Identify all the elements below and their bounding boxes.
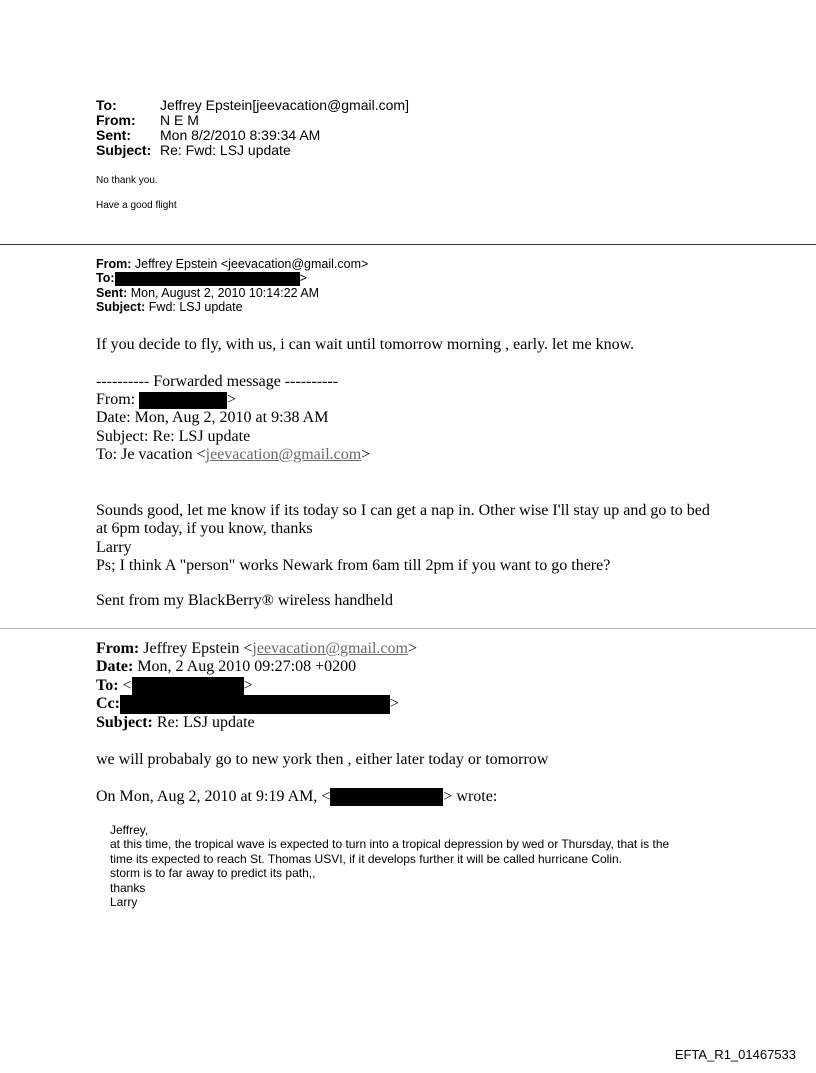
email3-date-row	[96, 657, 356, 676]
email1-from-row	[96, 112, 199, 128]
email2-subject-row	[96, 300, 243, 314]
email3-to-row	[96, 676, 253, 695]
forwarded-date: Date: Mon, Aug 2, 2010 at 9:38 AM	[96, 409, 329, 426]
email3-cc-row	[96, 694, 399, 714]
email3-subject-row	[96, 713, 255, 732]
sent-value: Mon, August 2, 2010 10:14:22 AM	[130, 286, 320, 300]
redaction-block	[115, 272, 300, 286]
date-label: Date:	[96, 658, 134, 675]
email-link[interactable]: jeevacation@gmail.com	[205, 446, 362, 463]
subject-value: Fwd: LSJ update	[148, 300, 243, 314]
redaction-block	[139, 392, 227, 409]
from-value: N E M	[160, 112, 199, 128]
to-prefix: <	[122, 677, 132, 694]
redaction-block	[132, 677, 244, 695]
to-label: To:	[96, 677, 119, 694]
email1-subject-row	[96, 142, 291, 158]
cc-label: Cc:	[96, 695, 120, 712]
email2-to-row	[96, 271, 307, 286]
from-prefix: Jeffrey Epstein <	[143, 640, 253, 657]
forwarded-to-row	[96, 445, 370, 464]
email2-body: If you decide to fly, with us, i can wait until tomorrow morning , early. let me know.	[96, 336, 635, 353]
email-link[interactable]: jeevacation@gmail.com	[252, 640, 408, 657]
from-value: Jeffrey Epstein <jeevacation@gmail.com>	[134, 257, 369, 271]
quoted-line5: thanks	[110, 881, 146, 895]
email1-body-line1: No thank you.	[96, 175, 158, 186]
forwarded-body-line1: Sounds good, let me know if its today so I can get a nap in. Other wise I'll stay up and go to bed	[96, 502, 710, 519]
to-suffix: >	[243, 677, 253, 694]
to-suffix: >	[299, 271, 307, 285]
email1-body-line2: Have a good flight	[96, 200, 177, 211]
sent-label: Sent:	[96, 286, 128, 300]
sent-label: Sent:	[96, 127, 131, 143]
redaction-block	[330, 788, 443, 806]
from-label: From:	[96, 391, 136, 408]
to-prefix: To: Je vacation <	[96, 446, 206, 463]
divider-2	[0, 628, 816, 629]
email3-from-row	[96, 639, 417, 658]
from-label: From:	[96, 640, 140, 657]
from-suffix: >	[407, 640, 417, 657]
subject-value: Re: Fwd: LSJ update	[160, 142, 291, 158]
sent-value: Mon 8/2/2010 8:39:34 AM	[160, 127, 321, 143]
forwarded-separator: ---------- Forwarded message ----------	[96, 373, 339, 390]
forwarded-body-line4: Ps; I think A "person" works Newark from 6am till 2pm if you want to go there?	[96, 557, 611, 574]
email1-sent-row	[96, 127, 320, 143]
document-id: EFTA_R1_01467533	[674, 1047, 796, 1062]
to-value: Jeffrey Epstein[jeevacation@gmail.com]	[160, 97, 409, 113]
email3-body: we will probabaly go to new york then , either later today or tomorrow	[96, 751, 549, 768]
email2-from-row	[96, 257, 368, 271]
to-label: To:	[96, 271, 115, 285]
subject-label: Subject:	[96, 714, 153, 731]
forwarded-body-line3: Larry	[96, 539, 132, 556]
cc-suffix: >	[389, 695, 400, 712]
from-label: From:	[96, 112, 136, 128]
date-value: Mon, 2 Aug 2010 09:27:08 +0200	[137, 658, 357, 675]
forwarded-from-row	[96, 390, 236, 409]
from-suffix: >	[227, 391, 237, 408]
quote-intro-suffix: > wrote:	[443, 788, 498, 805]
email2-sent-row	[96, 286, 319, 300]
redaction-block	[120, 695, 390, 714]
to-suffix: >	[361, 446, 371, 463]
quoted-line1: Jeffrey,	[110, 823, 149, 837]
to-label: To:	[96, 97, 117, 113]
quoted-line3: time its expected to reach St. Thomas USVI, if it develops further it will be called hurricane Colin.	[110, 852, 623, 866]
subject-label: Subject:	[96, 300, 146, 314]
quote-intro-prefix: On Mon, Aug 2, 2010 at 9:19 AM, <	[96, 788, 331, 805]
forwarded-signature: Sent from my BlackBerry® wireless handheld	[96, 592, 393, 609]
subject-label: Subject:	[96, 142, 152, 158]
from-label: From:	[96, 257, 132, 271]
quote-intro	[96, 787, 497, 806]
subject-value: Re: LSJ update	[156, 714, 255, 731]
quoted-line2: at this time, the tropical wave is expected to turn into a tropical depression by wed or Thursday, that is the	[110, 837, 670, 851]
forwarded-body-line2: at 6pm today, if you know, thanks	[96, 520, 313, 537]
forwarded-subject: Subject: Re: LSJ update	[96, 428, 251, 445]
quoted-line4: storm is to far away to predict its path,,	[110, 866, 316, 880]
email1-to-row	[96, 97, 409, 113]
quoted-line6: Larry	[110, 895, 138, 909]
divider-1	[0, 244, 816, 245]
